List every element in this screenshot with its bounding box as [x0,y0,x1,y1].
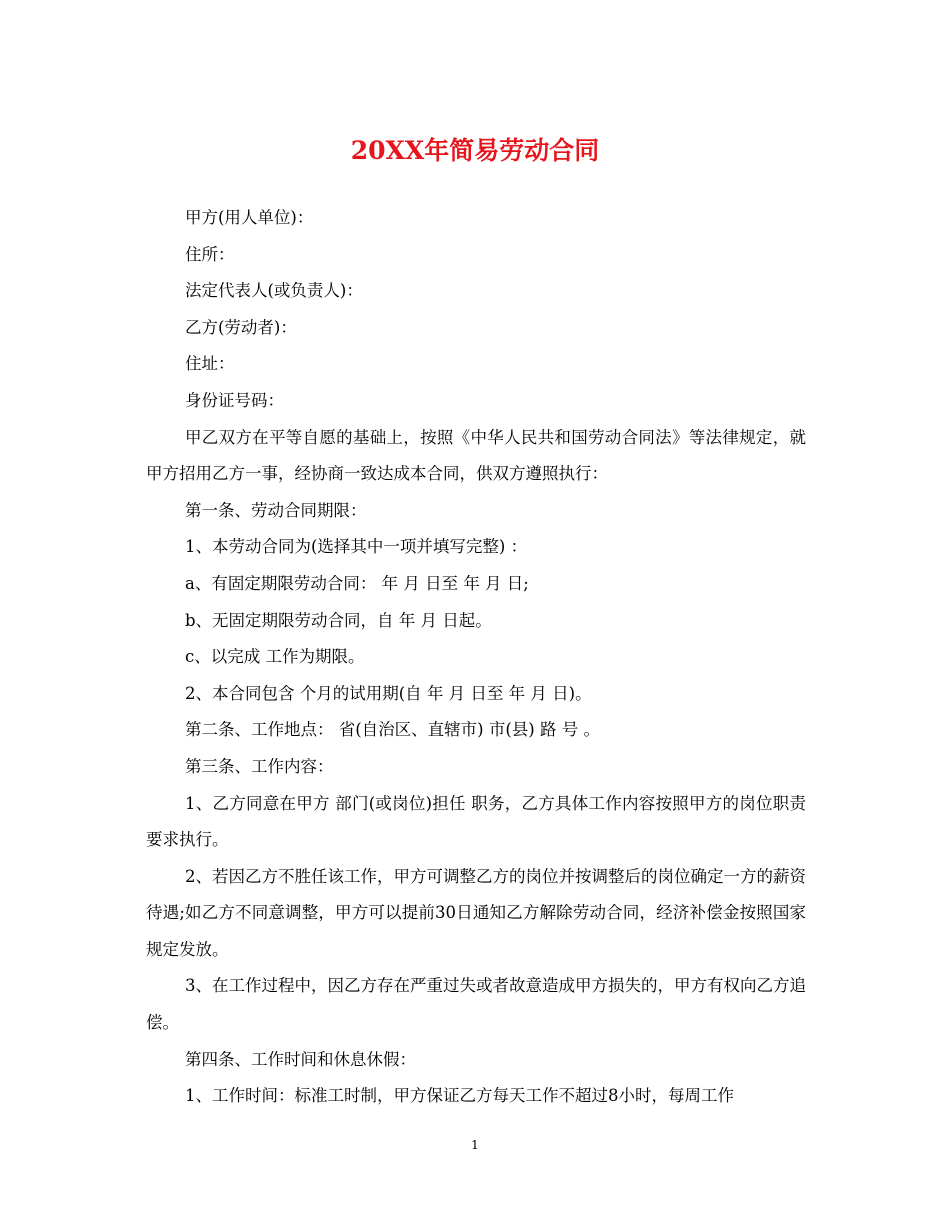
paragraph-preamble: 甲乙双方在平等自愿的基础上，按照《中华人民共和国劳动合同法》等法律规定，就甲方招用乙方一事，经协商一致达成本合同，供双方遵照执行： [146,427,806,484]
paragraph-residence: 住所： [185,244,235,264]
page-number: 1 [471,1138,479,1152]
paragraph-address: 住址： [185,354,235,374]
document-body [146,200,806,1115]
paragraph-legal-representative: 法定代表人(或负责人)： [185,281,363,301]
paragraph-article-3-item-3: 3、在工作过程中，因乙方存在严重过失或者故意造成甲方损失的，甲方有权向乙方追偿。 [146,976,806,1033]
paragraph-article-3-item-2: 2、若因乙方不胜任该工作，甲方可调整乙方的岗位并按调整后的岗位确定一方的薪资待遇;如乙方不同意调整，甲方可以提前30日通知乙方解除劳动合同，经济补偿金按照国家规定发放。 [146,866,806,959]
paragraph-party-b: 乙方(劳动者)： [185,317,297,337]
paragraph-article-1-option-a: a、有固定期限劳动合同： 年 月 日至 年 月 日; [185,573,529,593]
paragraph-article-3-heading: 第三条、工作内容： [185,756,334,776]
paragraph-article-2: 第二条、工作地点： 省(自治区、直辖市) 市(县) 路 号 。 [185,720,600,740]
paragraph-article-1-item-1: 1、本劳动合同为(选择其中一项并填写完整) ： [185,537,528,557]
paragraph-article-3-item-1: 1、乙方同意在甲方 部门(或岗位)担任 职务，乙方具体工作内容按照甲方的岗位职责要求执行。 [146,793,806,850]
paragraph-article-4-item-1: 1、工作时间：标准工时制，甲方保证乙方每天工作不超过8小时，每周工作 [185,1086,734,1106]
paragraph-article-1-heading: 第一条、劳动合同期限： [185,500,367,520]
paragraph-article-1-item-2: 2、本合同包含 个月的试用期(自 年 月 日至 年 月 日)。 [185,683,592,703]
paragraph-article-1-option-c: c、以完成 工作为期限。 [185,647,365,667]
document-title: 20XX年简易劳动合同 [350,136,600,165]
paragraph-article-4-heading: 第四条、工作时间和休息休假： [185,1049,416,1069]
paragraph-id-number: 身份证号码： [185,390,284,410]
paragraph-party-a: 甲方(用人单位)： [185,208,314,227]
paragraph-article-1-option-b: b、无固定期限劳动合同，自 年 月 日起。 [185,610,492,630]
